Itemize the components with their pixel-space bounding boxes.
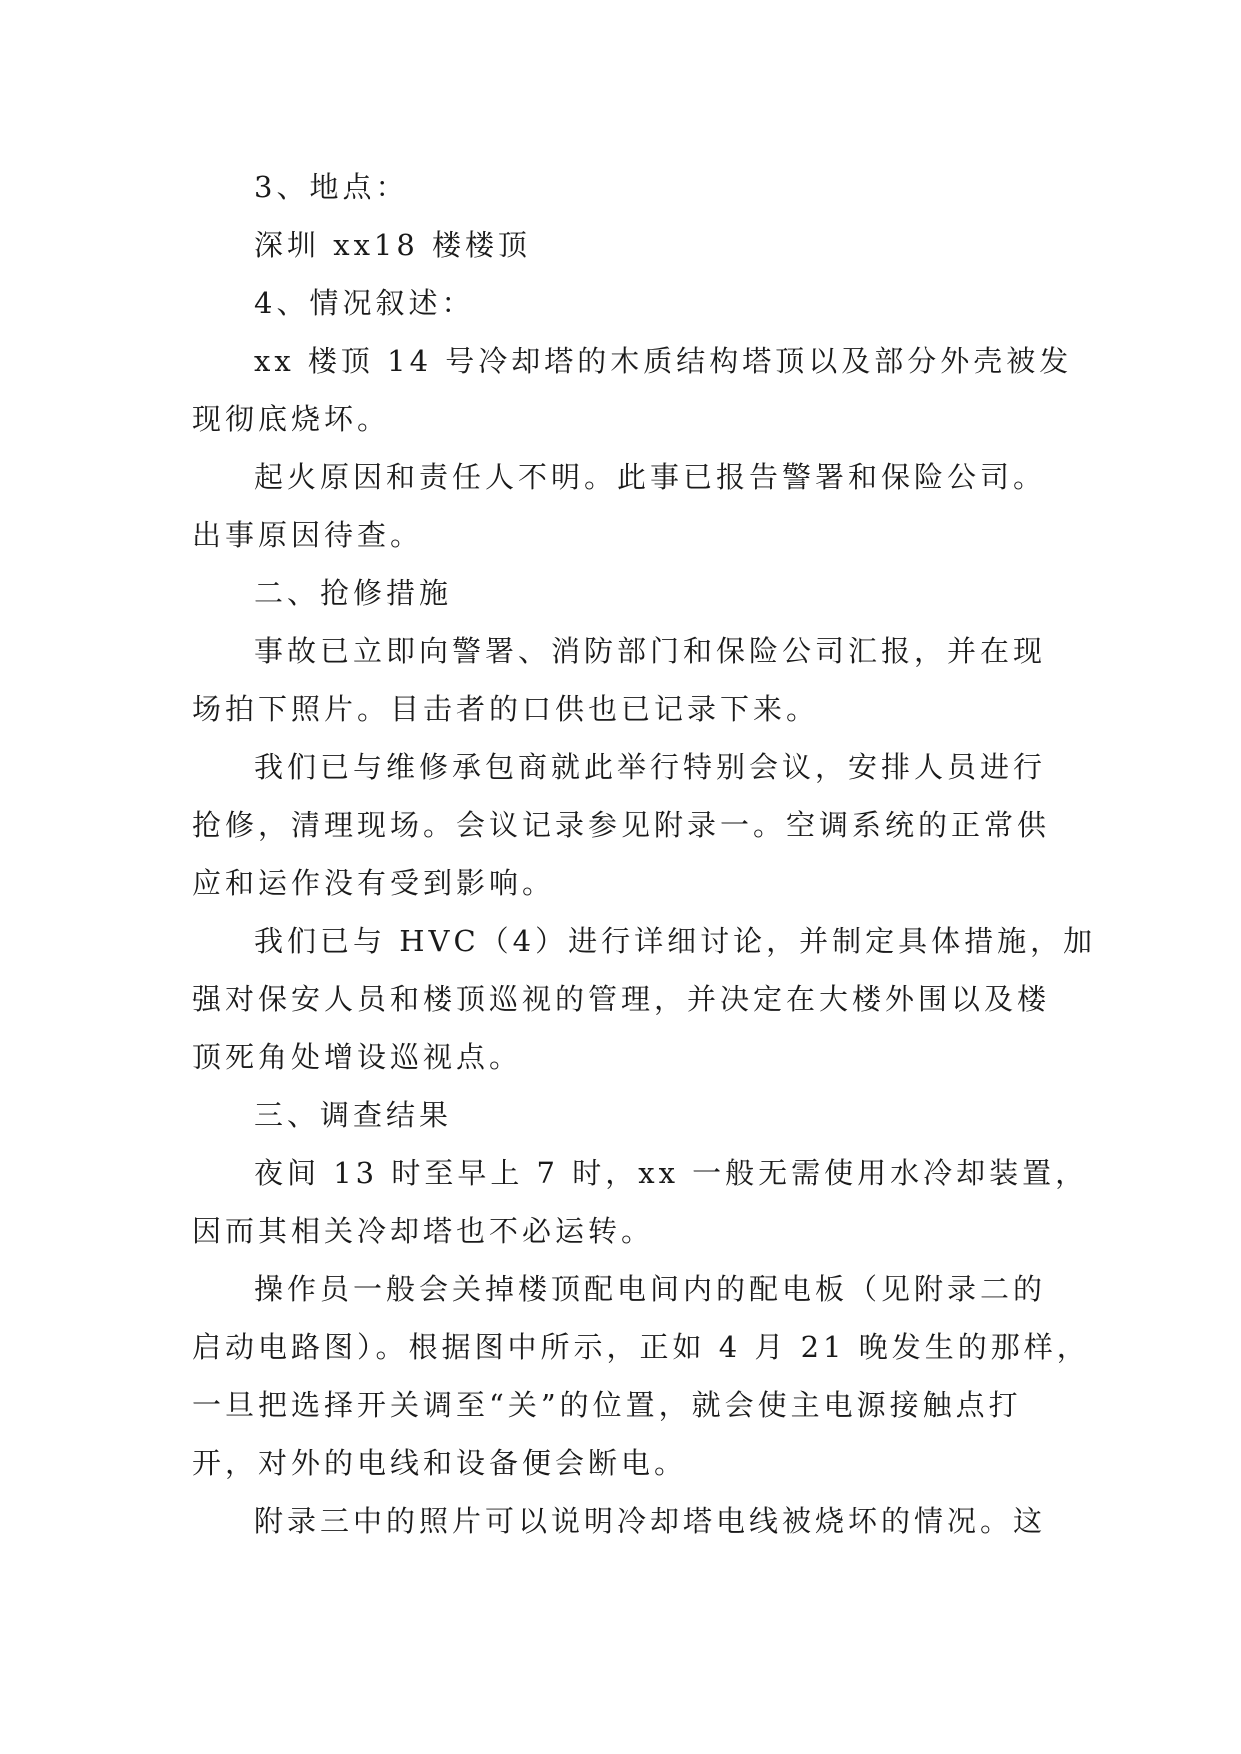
text-line: 起火原因和责任人不明。此事已报告警署和保险公司。 [254, 460, 1047, 494]
text-line: 开，对外的电线和设备便会断电。 [192, 1446, 688, 1480]
text-line: 深圳 xx18 楼楼顶 [254, 228, 532, 262]
text-line: xx 楼顶 14 号冷却塔的木质结构塔顶以及部分外壳被发 [254, 344, 1073, 378]
text-line: 启动电路图）。根据图中所示，正如 4 月 21 晚发生的那样， [192, 1330, 1090, 1364]
text-line: 附录三中的照片可以说明冷却塔电线被烧坏的情况。这 [254, 1504, 1047, 1538]
text-line: 我们已与 HVC（4）进行详细讨论，并制定具体措施，加 [254, 924, 1097, 958]
text-line: 我们已与维修承包商就此举行特别会议，安排人员进行 [254, 750, 1047, 784]
text-line: 夜间 13 时至早上 7 时，xx 一般无需使用水冷却装置， [254, 1156, 1089, 1190]
text-line: 抢修，清理现场。会议记录参见附录一。空调系统的正常供 [192, 808, 1051, 842]
text-line: 场拍下照片。目击者的口供也已记录下来。 [192, 692, 820, 726]
section-heading: 二、抢修措施 [254, 576, 453, 610]
text-line: 事故已立即向警署、消防部门和保险公司汇报，并在现 [254, 634, 1047, 668]
text-line: 强对保安人员和楼顶巡视的管理，并决定在大楼外围以及楼 [192, 982, 1051, 1016]
section-heading: 三、调查结果 [254, 1098, 453, 1132]
document-body [192, 158, 1097, 1550]
text-line: 出事原因待查。 [192, 518, 424, 552]
text-line: 顶死角处增设巡视点。 [192, 1040, 523, 1074]
text-line: 现彻底烧坏。 [192, 402, 391, 436]
text-line: 一旦把选择开关调至“关”的位置，就会使主电源接触点打 [192, 1388, 1022, 1422]
text-line: 因而其相关冷却塔也不必运转。 [192, 1214, 655, 1248]
text-line: 操作员一般会关掉楼顶配电间内的配电板（见附录二的 [254, 1272, 1047, 1306]
text-line: 4、情况叙述： [254, 286, 475, 320]
text-line: 3、地点： [254, 170, 409, 204]
text-line: 应和运作没有受到影响。 [192, 866, 556, 900]
